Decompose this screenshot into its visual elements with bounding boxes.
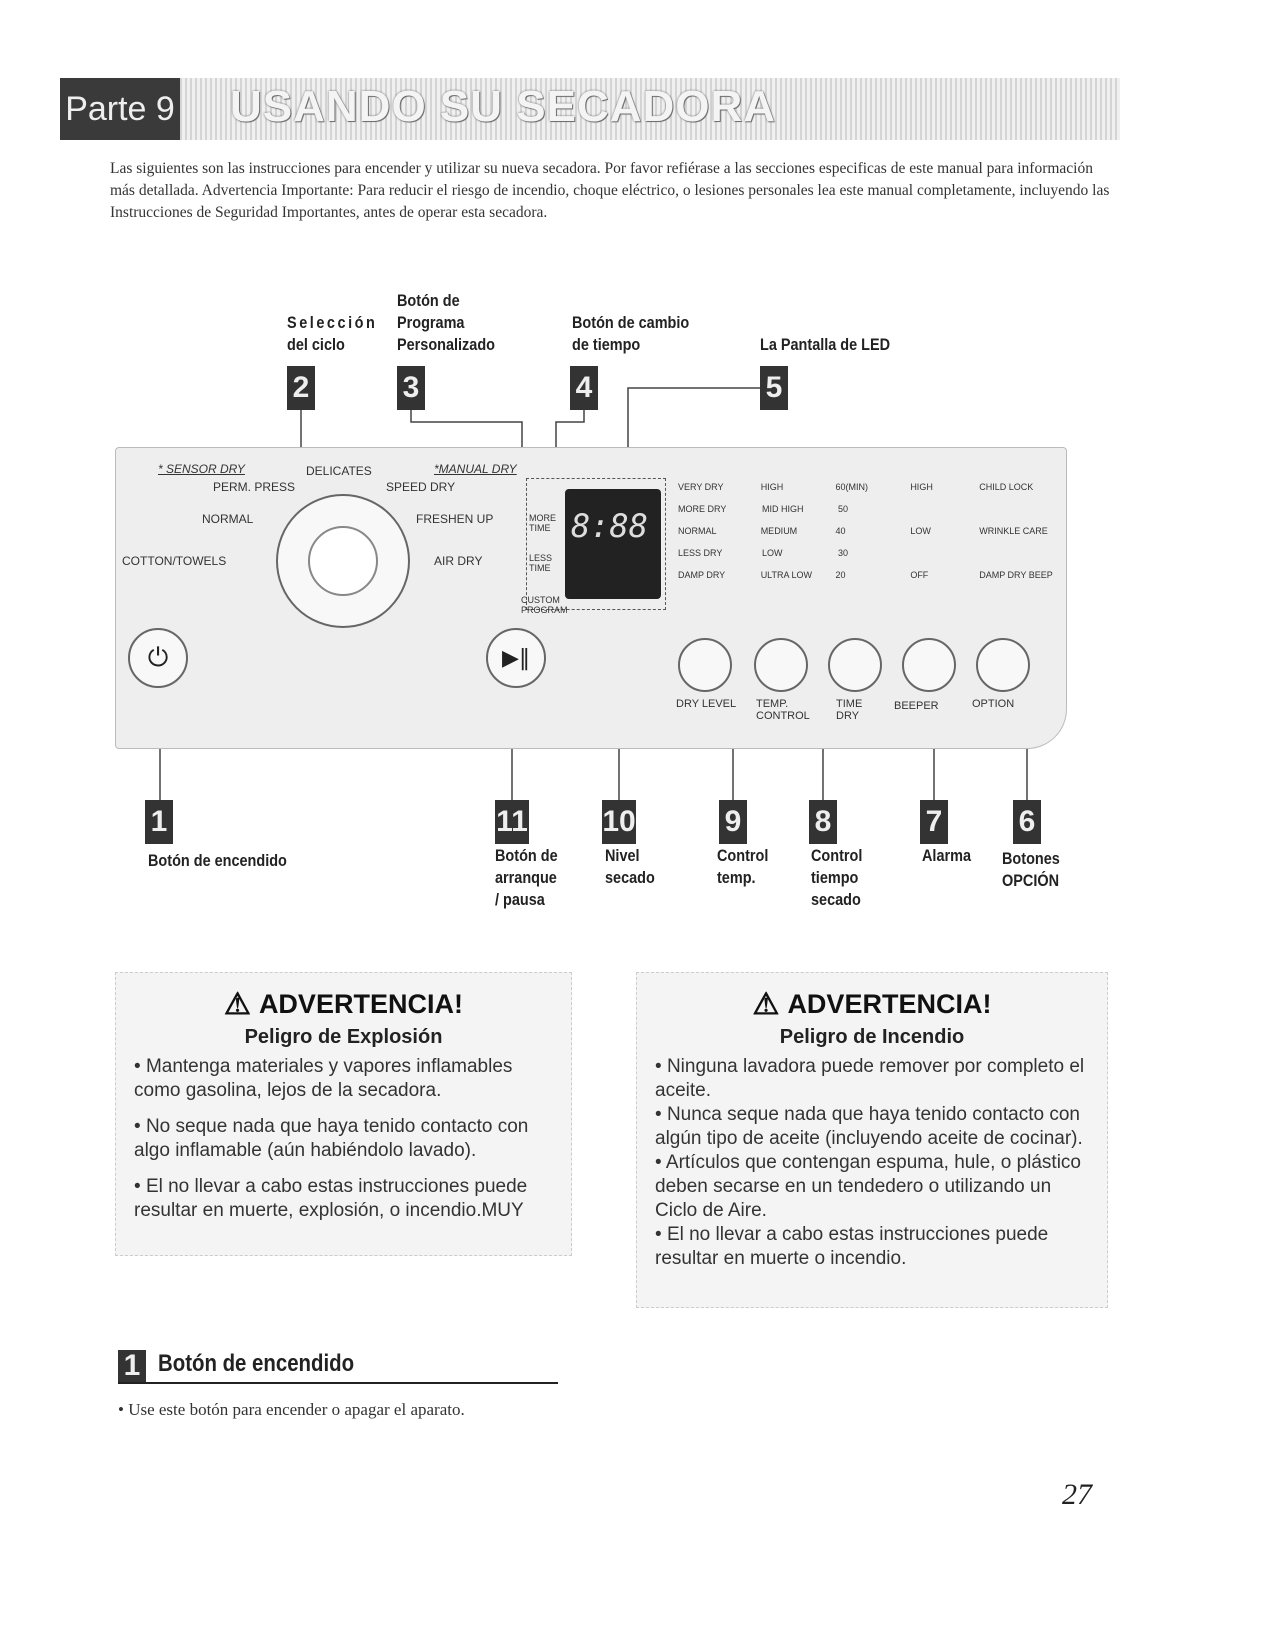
warning-item: • El no llevar a cabo estas instrucciones puede resultar en muerte o incendio. bbox=[655, 1223, 1089, 1271]
custom-program-button[interactable]: CUSTOM PROGRAM bbox=[521, 595, 568, 615]
warning-item: • No seque nada que haya tenido contacto con algo inflamable (aún habiéndolo lavado). bbox=[134, 1115, 553, 1163]
badge-5: 5 bbox=[760, 366, 788, 410]
badge-6: 6 bbox=[1013, 800, 1041, 844]
temp-control-button[interactable] bbox=[754, 638, 808, 692]
warning-title: ⚠ ADVERTENCIA! bbox=[224, 988, 463, 1021]
badge-7: 7 bbox=[920, 800, 948, 844]
cycle-speed-dry: SPEED DRY bbox=[386, 480, 456, 494]
callout-10-label: Nivel secado bbox=[605, 846, 655, 887]
callout-3-label: Botón de Programa Personalizado bbox=[397, 291, 495, 354]
badge-3: 3 bbox=[397, 366, 425, 410]
warning-item: • Artículos que contengan espuma, hule, o plástico deben secarse en un tendedero o utilizando un Ciclo de Aire. bbox=[655, 1151, 1089, 1223]
section-title: Botón de encendido bbox=[158, 1350, 355, 1377]
page-number: 27 bbox=[1062, 1478, 1092, 1511]
section-heading bbox=[118, 1350, 558, 1384]
led-display-area bbox=[521, 478, 666, 615]
badge-11: 11 bbox=[495, 800, 529, 844]
indicator-row: LESS DRY LOW 30 bbox=[678, 548, 849, 558]
callout-11-label: Botón de arranque / pausa bbox=[495, 846, 558, 909]
play-pause-icon: ▶‖ bbox=[502, 645, 530, 671]
indicator-grid bbox=[678, 482, 1058, 592]
less-time-button[interactable]: LESS TIME bbox=[529, 553, 553, 573]
dry-level-button[interactable] bbox=[678, 638, 732, 692]
warning-triangle-icon: ⚠ bbox=[752, 988, 780, 1021]
knob-center bbox=[308, 526, 378, 596]
control-panel bbox=[115, 447, 1067, 749]
beeper-button[interactable] bbox=[902, 638, 956, 692]
warning-subtitle: Peligro de Explosión bbox=[244, 1026, 443, 1048]
beeper-label: BEEPER bbox=[894, 700, 939, 712]
indicator-row: NORMAL MEDIUM 40 LOW WRINKLE CARE bbox=[678, 526, 1048, 536]
time-dry-button[interactable] bbox=[828, 638, 882, 692]
cycle-selector-knob[interactable] bbox=[276, 494, 410, 628]
callout-4-label: Botón de cambio de tiempo bbox=[572, 313, 690, 354]
start-pause-button[interactable] bbox=[486, 628, 546, 688]
dry-level-label: DRY LEVEL bbox=[676, 698, 737, 710]
callout-5-label: La Pantalla de LED bbox=[760, 335, 891, 354]
callout-8-label: Control tiempo secado bbox=[811, 846, 863, 909]
power-icon: ⏻ bbox=[147, 642, 169, 673]
cycle-delicates: DELICATES bbox=[306, 464, 372, 478]
option-label: OPTION bbox=[972, 698, 1015, 710]
cycle-manual-dry: *MANUAL DRY bbox=[434, 462, 517, 476]
callout-6-label: Botones OPCIÓN bbox=[1002, 849, 1060, 890]
cycle-air-dry: AIR DRY bbox=[434, 554, 483, 568]
section-text: • Use este botón para encender o apagar el aparato. bbox=[118, 1400, 465, 1419]
page-title: USANDO SU SECADORA bbox=[230, 82, 777, 131]
badge-2: 2 bbox=[287, 366, 315, 410]
led-digits: 8:88 bbox=[571, 507, 649, 545]
cycle-perm-press: PERM. PRESS bbox=[213, 480, 296, 494]
intro-paragraph: Las siguientes son las instrucciones para encender y utilizar su nueva secadora. Por favor refiérase a las secciones especificas de este manual para información más detallada. Advertencia Importante: Para reducir el riesgo de incendio, choque eléctrico, o lesiones personales lea este manual completamente, incluyendo las Instrucciones de Seguridad Importantes, antes de operar esta secadora. bbox=[110, 160, 1110, 221]
more-time-button[interactable]: MORE TIME bbox=[529, 513, 556, 533]
warning-triangle-icon: ⚠ bbox=[224, 988, 251, 1021]
callout-1-label: Botón de encendido bbox=[148, 851, 287, 870]
cycle-freshen-up: FRESHEN UP bbox=[416, 512, 494, 526]
callout-9-label: Control temp. bbox=[717, 846, 769, 887]
warning-subtitle: Peligro de Incendio bbox=[779, 1026, 965, 1048]
cycle-cotton-towels: COTTON/TOWELS bbox=[122, 554, 227, 568]
warning-fire bbox=[636, 972, 1108, 1308]
badge-1: 1 bbox=[145, 800, 173, 844]
warning-explosion bbox=[115, 972, 572, 1256]
warning-item: • Ninguna lavadora puede remover por completo el aceite. bbox=[655, 1055, 1089, 1103]
warning-item: • Mantenga materiales y vapores inflamables como gasolina, lejos de la secadora. bbox=[134, 1055, 553, 1103]
temp-control-label: TEMP. CONTROL bbox=[756, 698, 810, 722]
indicator-row: DAMP DRY ULTRA LOW 20 OFF DAMP DRY BEEP bbox=[678, 570, 1053, 580]
badge-10: 10 bbox=[602, 800, 636, 844]
part-label: Parte 9 bbox=[60, 78, 180, 140]
warning-item: • Nunca seque nada que haya tenido contacto con algún tipo de aceite (incluyendo aceite de cocinar). bbox=[655, 1103, 1089, 1151]
badge-8: 8 bbox=[809, 800, 837, 844]
callout-2-label: Selección del ciclo bbox=[287, 313, 378, 354]
badge-9: 9 bbox=[719, 800, 747, 844]
power-button[interactable] bbox=[128, 628, 188, 688]
section-badge: 1 bbox=[118, 1350, 146, 1382]
option-button[interactable] bbox=[976, 638, 1030, 692]
indicator-row: VERY DRY HIGH 60(MIN) HIGH CHILD LOCK bbox=[678, 482, 1034, 492]
warning-title: ⚠ ADVERTENCIA! bbox=[752, 988, 992, 1021]
warning-item: • El no llevar a cabo estas instrucciones puede resultar en muerte, explosión, o incendio.MUY bbox=[134, 1175, 553, 1223]
cycle-sensor-dry: * SENSOR DRY bbox=[158, 462, 245, 476]
time-dry-label: TIME DRY bbox=[836, 698, 863, 722]
cycle-normal: NORMAL bbox=[202, 512, 254, 526]
badge-4: 4 bbox=[570, 366, 598, 410]
indicator-row: MORE DRY MID HIGH 50 bbox=[678, 504, 849, 514]
callout-7-label: Alarma bbox=[922, 846, 971, 865]
